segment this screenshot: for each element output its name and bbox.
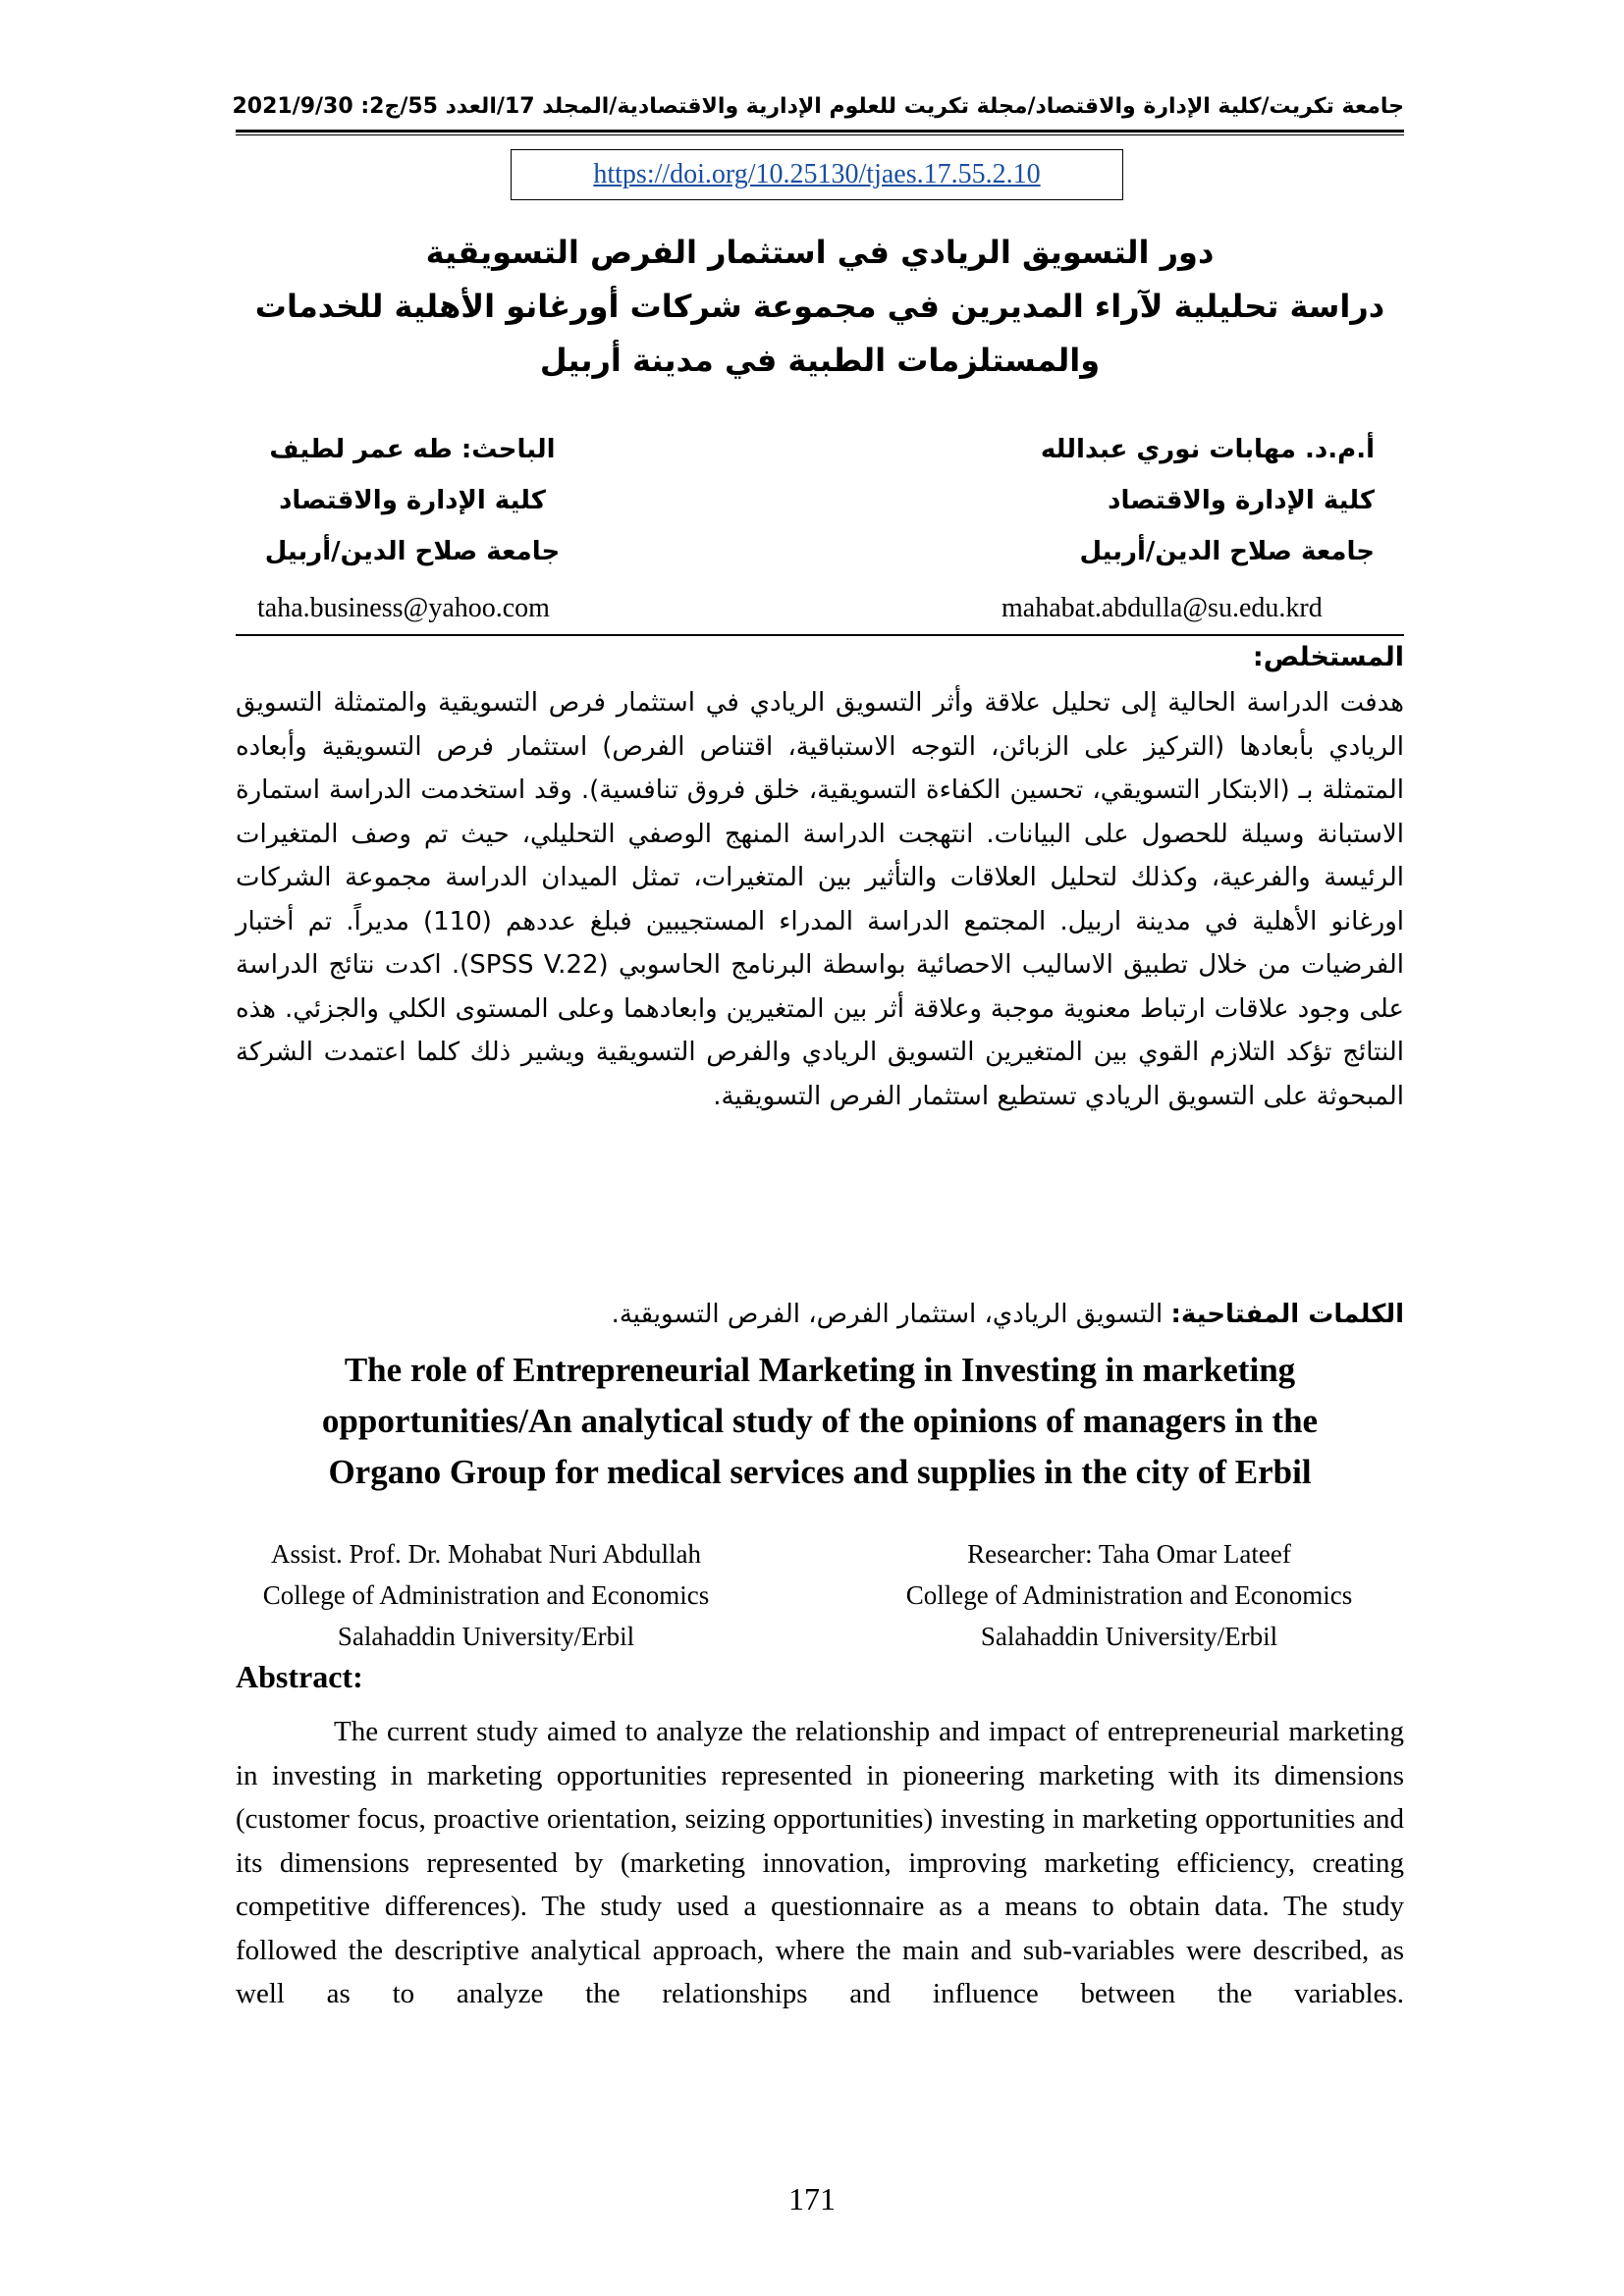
arabic-abstract-body: هدفت الدراسة الحالية إلى تحليل علاقة وأثر التسويق الريادي في استثمار فرص التسويقية والمتمثلة التسويق الريادي بأبعادها (التركيز على الزبائن، التوجه الاستباقية، اقتناص الفرص) استثمار فرص التسويقية وأبعاده المتمثلة بـ (الابتكار التسويقي، تحسين الكفاءة التسويقية، خلق فروق تنافسية). وقد استخدمت الدراسة استمارة الاستبانة وسيلة للحصول على البيانات. انتهجت الدراسة المنهج الوصفي التحليلي، حيث تم وصف المتغيرات الرئيسة والفرعية، وكذلك لتحليل العلاقات والتأثير بين المتغيرات، تمثل الميدان الدراسة مجموعة الشركات اورغانو الأهلية في مدينة اربيل. المجتمع الدراسة المدراء المستجيبين فبلغ عددهم (110) مديراً. تم أختبار الفرضيات من خلال تطبيق الاساليب الاحصائية بواسطة البرنامج الحاسوبي (SPSS V.22). اكدت نتائج الدراسة على وجود علاقات ارتباط معنوية موجبة وعلاقة أثر بين المتغيرين وابعادهما وعلى المستوى الكلي والجزئي. هذه النتائج تؤكد التلازم القوي بين المتغيرين التسويق الريادي والفرص التسويقية ويشير ذلك كلما اعتمدت الشركة المبحوثة على التسويق الريادي تستطيع استثمار الفرص التسويقية.	[236, 688, 1405, 1111]
keywords-label: الكلمات المفتاحية:	[1170, 1300, 1404, 1329]
english-author-1	[211, 1533, 761, 1657]
author-name: أ.م.د. مهابات نوري عبدالله	[1040, 435, 1375, 464]
header-rule-thick	[236, 130, 1404, 133]
arabic-title-line: والمستلزمات الطبية في مدينة أربيل	[539, 342, 1101, 379]
author-college: College of Administration and Economics	[262, 1580, 710, 1610]
english-title	[236, 1345, 1404, 1498]
journal-header: جامعة تكريت/كلية الإدارة والاقتصاد/مجلة تكريت للعلوم الإدارية والاقتصادية/المجلد 17/العدد 55/ج2: 2021/9/30	[232, 94, 1404, 119]
english-abstract-body: The current study aimed to analyze the relationship and impact of entrepreneurial marketing in investing in marketing opportunities represented in pioneering marketing with its dimensions (customer focus, proactive orientation, seizing opportunities) investing in marketing opportunities and its dimensions represented by (marketing innovation, improving marketing efficiency, creating competitive differences). The study used a questionnaire as a means to obtain data. The study followed the descriptive analytical approach, where the main and sub-variables were described, as well as to analyze the relationships and influence between the variables.	[236, 1716, 1404, 2009]
author-university: جامعة صلاح الدين/أربيل	[264, 537, 561, 566]
arabic-keywords	[236, 1300, 1404, 1329]
english-abstract-heading: Abstract:	[236, 1659, 363, 1694]
arabic-author-2	[236, 424, 589, 577]
arabic-title-line: دراسة تحليلية لآراء المديرين في مجموعة شركات أورغانو الأهلية للخدمات	[254, 288, 1385, 325]
author-university: Salahaddin University/Erbil	[337, 1622, 635, 1651]
keywords-text: التسويق الريادي، استثمار الفرص، الفرص التسويقية.	[611, 1300, 1164, 1329]
author-college: كلية الإدارة والاقتصاد	[1108, 486, 1375, 515]
doi-link[interactable]: https://doi.org/10.25130/tjaes.17.55.2.10	[593, 159, 1041, 189]
arabic-abstract-heading: المستخلص:	[1252, 642, 1404, 672]
author-college: كلية الإدارة والاقتصاد	[279, 486, 546, 515]
author-name: الباحث: طه عمر لطيف	[269, 435, 556, 464]
author-university: جامعة صلاح الدين/أربيل	[1079, 537, 1375, 566]
author-name: Researcher: Taha Omar Lateef	[967, 1539, 1291, 1569]
english-title-line: Organo Group for medical services and supplies in the city of Erbil	[328, 1453, 1312, 1491]
english-author-2	[854, 1533, 1404, 1657]
author-university: Salahaddin University/Erbil	[980, 1622, 1278, 1651]
author-2-email[interactable]: taha.business@yahoo.com	[257, 593, 550, 623]
author-name: Assist. Prof. Dr. Mohabat Nuri Abdullah	[271, 1539, 701, 1569]
english-title-line: opportunities/An analytical study of the opinions of managers in the	[321, 1402, 1319, 1440]
page-number: 171	[788, 2181, 836, 2216]
arabic-author-1	[893, 424, 1384, 577]
english-title-line: The role of Entrepreneurial Marketing in Investing in marketing	[344, 1351, 1296, 1389]
header-rule-thin	[236, 134, 1404, 135]
author-1-email[interactable]: mahabat.abdulla@su.edu.krd	[1001, 593, 1323, 623]
arabic-title-line: دور التسويق الريادي في استثمار الفرص التسويقية	[425, 234, 1215, 271]
doi-box	[511, 149, 1123, 200]
authors-rule	[236, 634, 1404, 636]
author-college: College of Administration and Economics	[905, 1580, 1353, 1610]
arabic-title	[236, 226, 1404, 388]
